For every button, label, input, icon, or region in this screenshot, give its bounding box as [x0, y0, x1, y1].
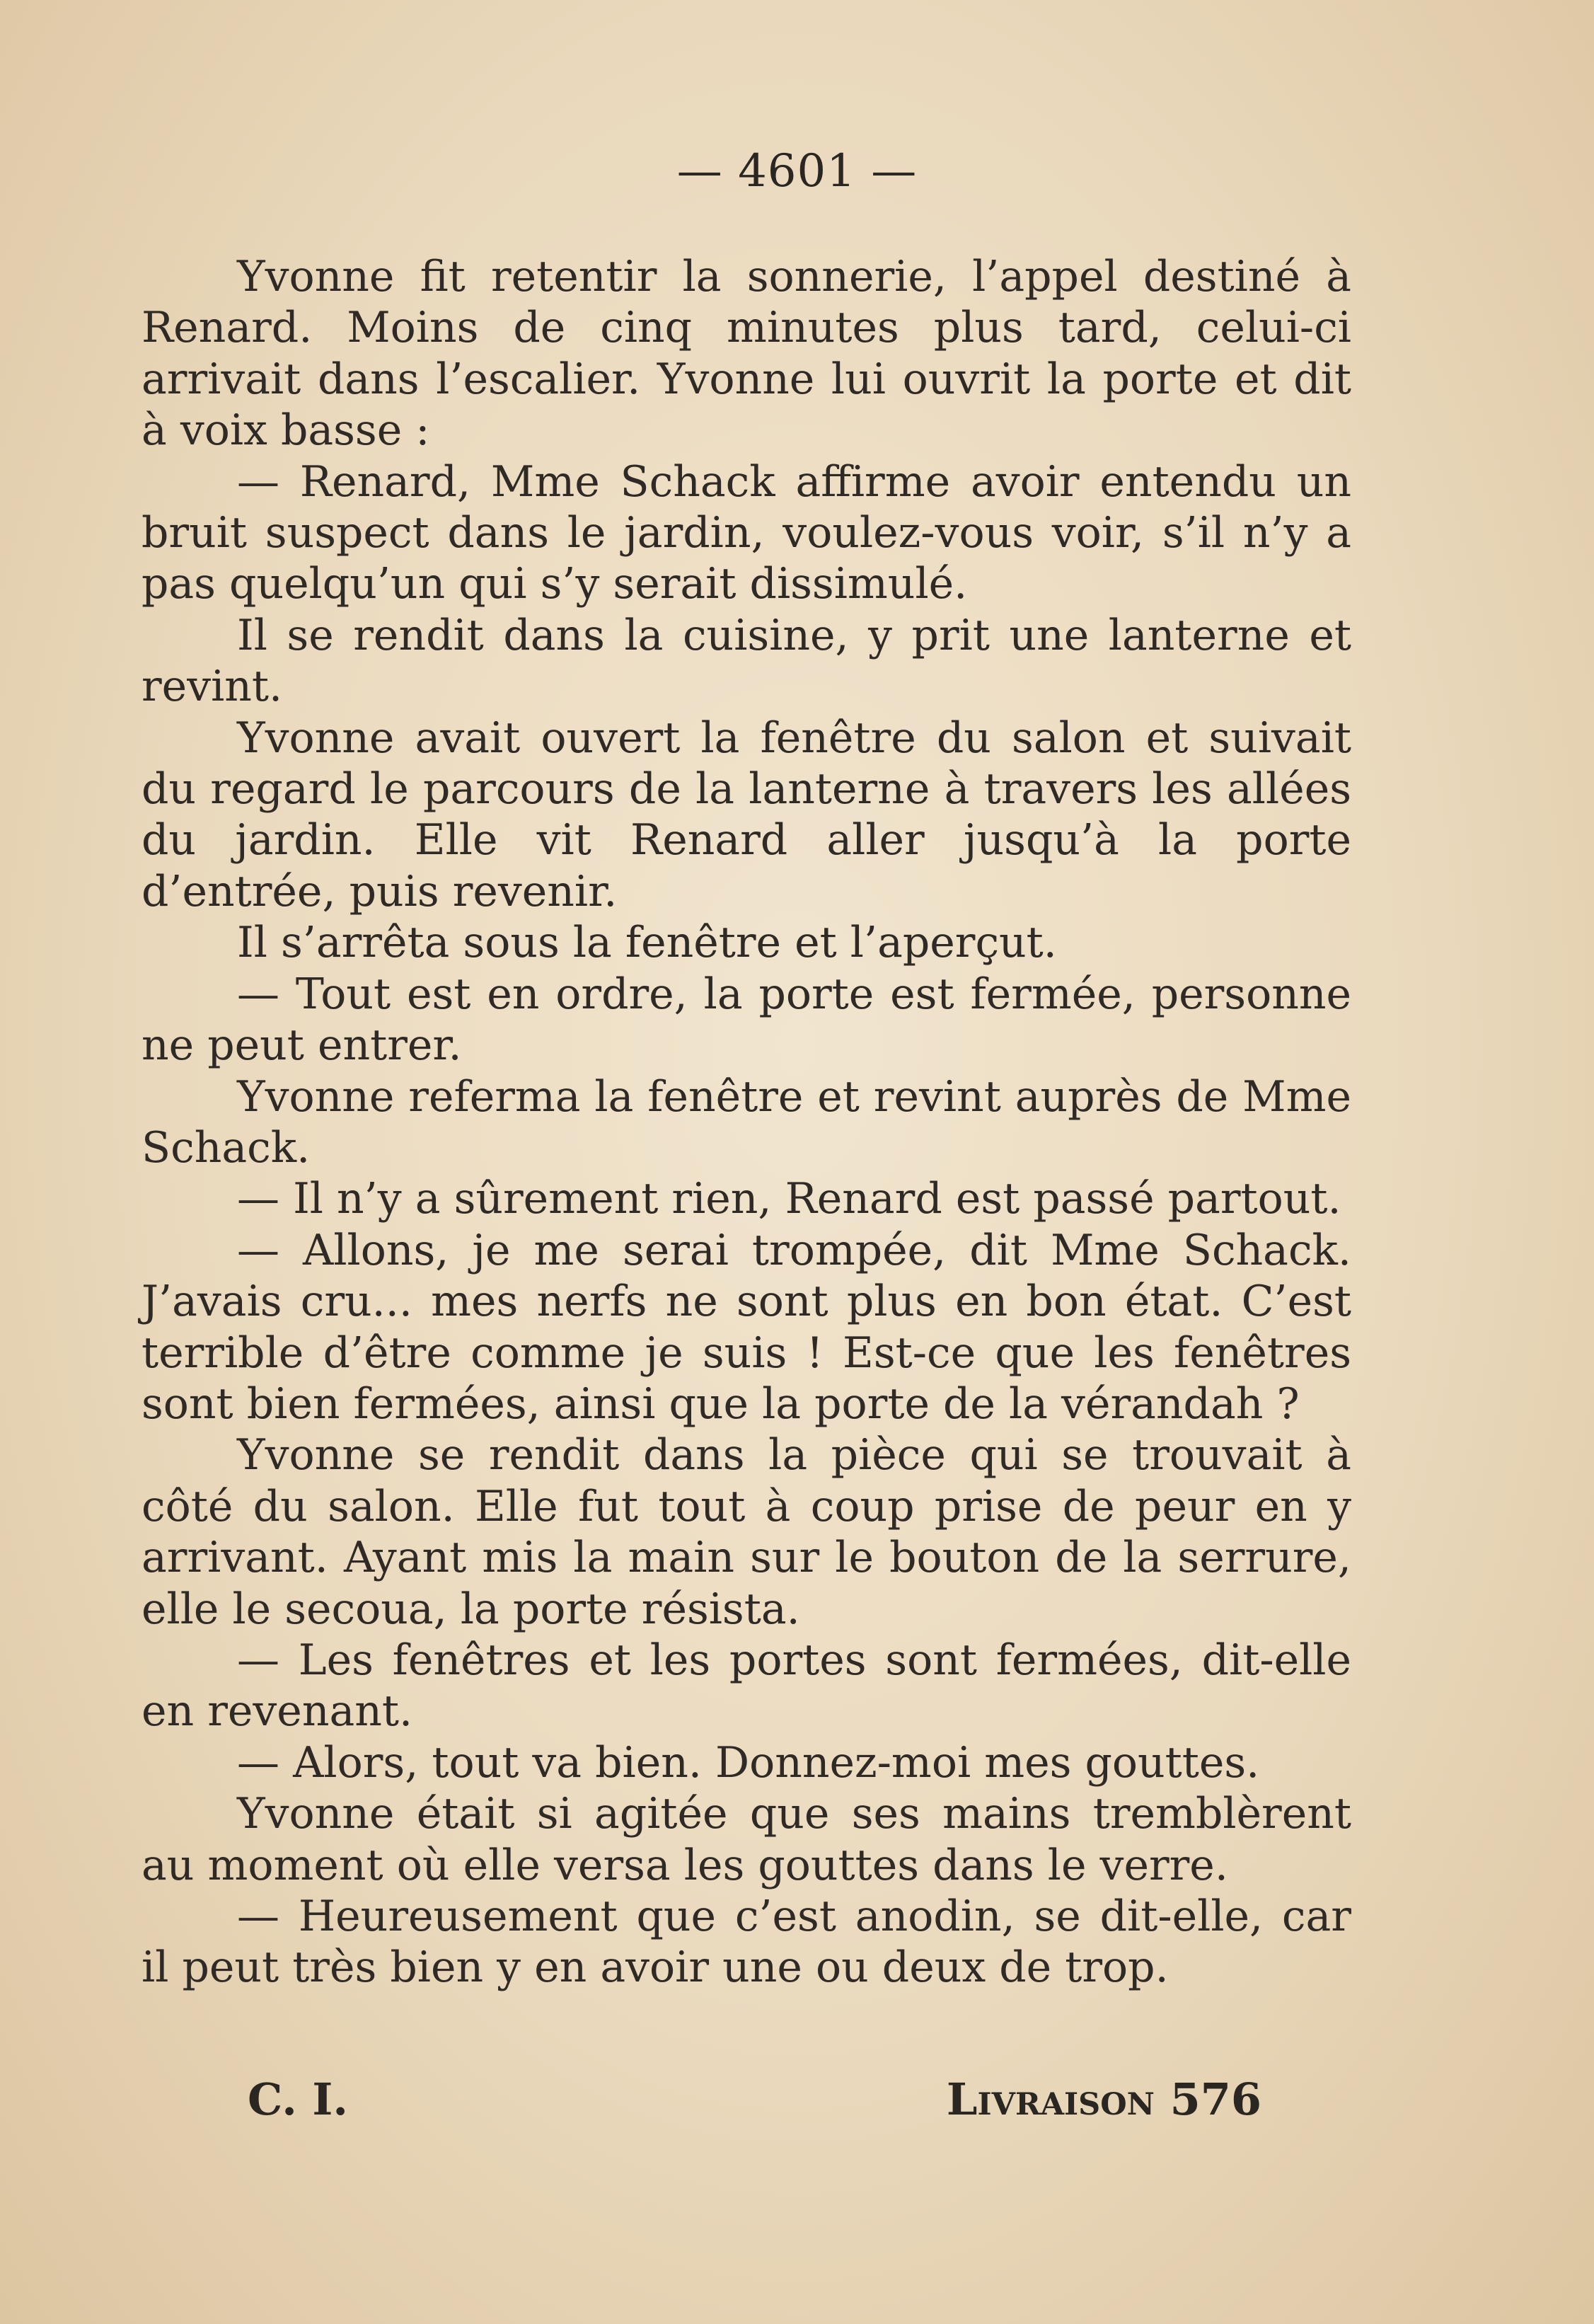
- paragraph: Il s’arrêta sous la fenêtre et l’aperçut.: [237, 918, 1057, 968]
- paragraph: Il se rendit dans la cuisine, y prit une lanterne et revint.: [142, 610, 1351, 712]
- paragraph: — Les fenêtres et les portes sont fermées, dit-elle en revenant.: [142, 1635, 1351, 1737]
- paragraph: Yvonne fit retentir la sonnerie, l’appel destiné à Renard. Moins de cinq minutes plus tard, celui-ci arrivait dans l’escalier. Yvonne lui ouvrit la porte et dit à voix basse :: [142, 252, 1351, 456]
- paragraph: — Tout est en ordre, la porte est fermée, personne ne peut entrer.: [142, 969, 1351, 1071]
- footer-signature-mark: C. I.: [248, 2073, 349, 2125]
- paragraph: Yvonne était si agitée que ses mains tremblèrent au moment où elle versa les gouttes dans le verre.: [142, 1789, 1351, 1890]
- paragraph: — Alors, tout va bien. Donnez-moi mes gouttes.: [237, 1737, 1260, 1788]
- paragraph: Yvonne referma la fenêtre et revint auprès de Mme Schack.: [142, 1071, 1351, 1173]
- paragraph: — Heureusement que c’est anodin, se dit-elle, car il peut très bien y en avoir une ou deux de trop.: [142, 1892, 1351, 1993]
- paragraph: — Il n’y a sûrement rien, Renard est passé partout.: [237, 1174, 1341, 1224]
- page-footer: [0, 2073, 1594, 2137]
- paragraph: Yvonne avait ouvert la fenêtre du salon et suivait du regard le parcours de la lanterne à travers les allées du jardin. Elle vit Renard aller jusqu’à la porte d’entrée, puis revenir.: [142, 713, 1351, 916]
- page-number: — 4601 —: [676, 145, 918, 197]
- paragraph: — Renard, Mme Schack affirme avoir entendu un bruit suspect dans le jardin, voulez-vous voir, s’il n’y a pas quelqu’un qui s’y serait dissimulé.: [142, 456, 1351, 609]
- paragraph: Yvonne se rendit dans la pièce qui se trouvait à côté du salon. Elle fut tout à coup prise de peur en y arrivant. Ayant mis la main sur le bouton de la serrure, elle le secoua, la porte résista.: [142, 1430, 1351, 1634]
- body-text: [142, 251, 1351, 1994]
- footer-livraison: Livraison 576: [946, 2073, 1261, 2125]
- paragraph: — Allons, je me serai trompée, dit Mme Schack. J’avais cru... mes nerfs ne sont plus en bon état. C’est terrible d’être comme je suis ! Est-ce que les fenêtres sont bien fermées, ainsi que la porte de la vérandah ?: [142, 1225, 1351, 1429]
